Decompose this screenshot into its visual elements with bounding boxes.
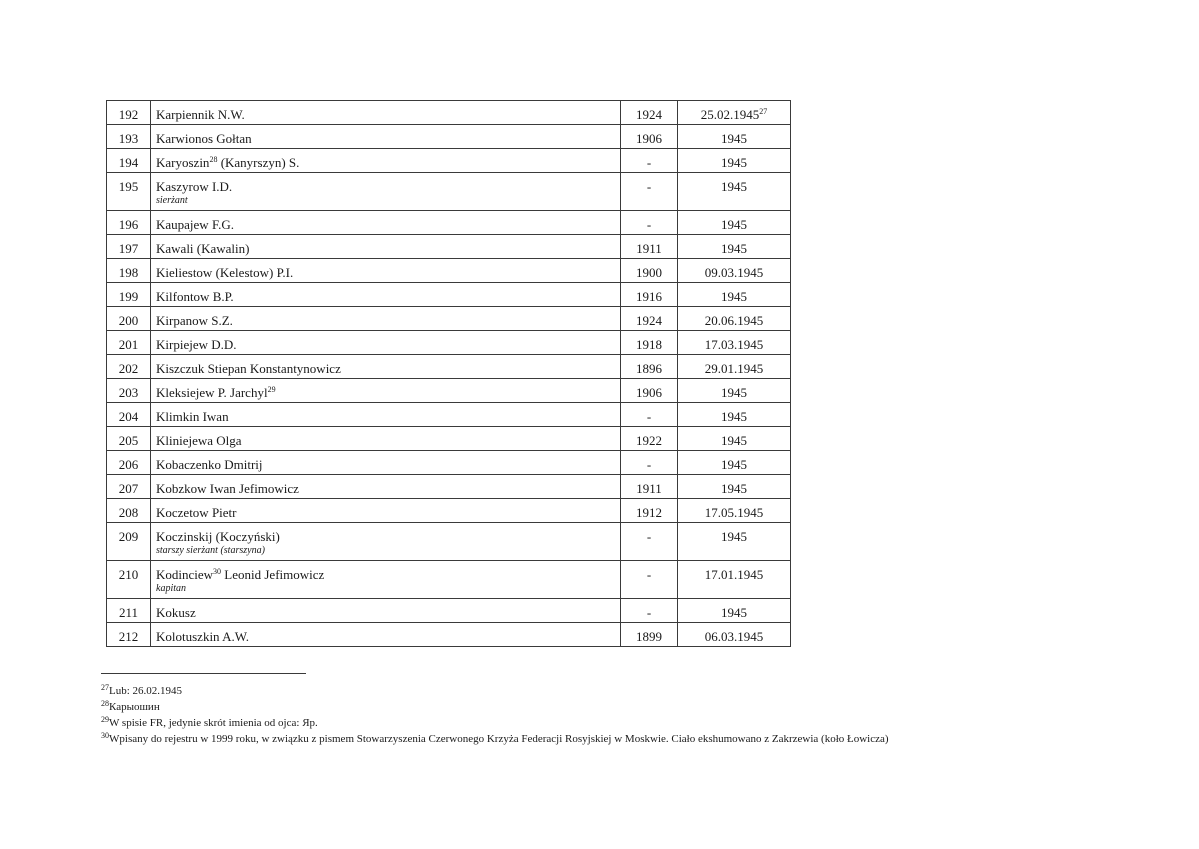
soldier-name: Karyoszin — [156, 155, 210, 170]
name-cell — [151, 149, 621, 173]
death-date: 1945 — [721, 529, 747, 544]
name-cell — [151, 427, 621, 451]
footnote-text: Карыошин — [109, 701, 160, 713]
name-cell — [151, 307, 621, 331]
table-row — [107, 101, 791, 125]
table-row — [107, 259, 791, 283]
birth-year: 1899 — [621, 623, 678, 647]
death-date-cell — [678, 561, 791, 599]
death-date: 1945 — [721, 433, 747, 448]
footnote-text: Lub: 26.02.1945 — [109, 685, 183, 697]
soldier-name: Kaupajew F.G. — [156, 217, 235, 232]
table-row — [107, 283, 791, 307]
soldier-name: Kokusz — [156, 605, 196, 620]
soldier-name: Koczetow Pietr — [156, 505, 237, 520]
soldier-name: Kieliestow (Kelestow) P.I. — [156, 265, 294, 280]
name-cell — [151, 623, 621, 647]
soldier-name: Kawali (Kawalin) — [156, 241, 250, 256]
birth-year: 1911 — [621, 475, 678, 499]
table-row — [107, 499, 791, 523]
table-row — [107, 173, 791, 211]
row-number: 202 — [107, 355, 151, 379]
soldier-name: Kobaczenko Dmitrij — [156, 457, 263, 472]
row-number: 212 — [107, 623, 151, 647]
footnotes — [101, 683, 889, 747]
birth-year: 1918 — [621, 331, 678, 355]
birth-year: - — [621, 149, 678, 173]
table-row — [107, 623, 791, 647]
birth-year: 1916 — [621, 283, 678, 307]
soldier-name: Kirpiejew D.D. — [156, 337, 237, 352]
soldier-name: Kiszczuk Stiepan Konstantynowicz — [156, 361, 341, 376]
footnote-text: W spisie FR, jedynie skrót imienia od ojca: Яр. — [109, 717, 318, 729]
row-number: 205 — [107, 427, 151, 451]
soldier-name: Kaszyrow I.D. — [156, 179, 233, 194]
death-date: 1945 — [721, 605, 747, 620]
table-row — [107, 235, 791, 259]
death-date: 06.03.1945 — [704, 629, 764, 644]
row-number: 204 — [107, 403, 151, 427]
military-rank: kapitan — [156, 583, 186, 594]
death-date-cell — [678, 173, 791, 211]
row-number: 203 — [107, 379, 151, 403]
death-date-cell — [678, 599, 791, 623]
name-cell — [151, 379, 621, 403]
footnote — [101, 731, 889, 747]
soldier-name: Klimkin Iwan — [156, 409, 229, 424]
death-date: 1945 — [721, 409, 747, 424]
death-date: 1945 — [721, 179, 747, 194]
row-number: 199 — [107, 283, 151, 307]
birth-year: - — [621, 211, 678, 235]
soldier-name: Karwionos Gołtan — [156, 131, 252, 146]
soldier-name: Karpiennik N.W. — [156, 107, 245, 122]
death-date: 1945 — [721, 131, 747, 146]
soldier-name: Koczinskij (Koczyński) — [156, 529, 280, 544]
death-date-cell — [678, 211, 791, 235]
death-date-cell — [678, 259, 791, 283]
footnote-text: Wpisany do rejestru w 1999 roku, w związku z pismem Stowarzyszenia Czerwonego Krzyża Federacji Rosyjskiej w Moskwie. Ciało ekshumowano z Zakrzewia (koło Łowicza) — [109, 733, 889, 745]
birth-year: 1896 — [621, 355, 678, 379]
soldier-name: Kilfontow B.P. — [156, 289, 234, 304]
row-number: 193 — [107, 125, 151, 149]
table-row — [107, 599, 791, 623]
death-date: 09.03.1945 — [704, 265, 764, 280]
soldier-name: Kliniejewa Olga — [156, 433, 242, 448]
footnote-ref: 29 — [267, 385, 276, 394]
death-date: 1945 — [721, 457, 747, 472]
birth-year: 1924 — [621, 307, 678, 331]
table-row — [107, 451, 791, 475]
table-row — [107, 427, 791, 451]
name-cell — [151, 499, 621, 523]
name-cell — [151, 235, 621, 259]
table-row — [107, 475, 791, 499]
table-row — [107, 561, 791, 599]
footnote-number: 29 — [101, 715, 109, 724]
birth-year: - — [621, 403, 678, 427]
footnote — [101, 683, 889, 699]
death-date: 17.05.1945 — [704, 505, 764, 520]
name-cell — [151, 403, 621, 427]
name-cell — [151, 173, 621, 211]
table-row — [107, 523, 791, 561]
row-number: 195 — [107, 173, 151, 211]
footnote-number: 28 — [101, 699, 109, 708]
soldier-name: Kolotuszkin A.W. — [156, 629, 250, 644]
table-row — [107, 355, 791, 379]
row-number: 192 — [107, 101, 151, 125]
footnote-ref: 28 — [209, 155, 218, 164]
row-number: 197 — [107, 235, 151, 259]
birth-year: 1906 — [621, 379, 678, 403]
death-date: 25.02.1945 — [700, 107, 760, 122]
table-row — [107, 307, 791, 331]
name-cell — [151, 451, 621, 475]
birth-year: - — [621, 451, 678, 475]
register-body — [107, 101, 791, 647]
death-date: 1945 — [721, 217, 747, 232]
birth-year: - — [621, 523, 678, 561]
name-cell — [151, 523, 621, 561]
name-cell — [151, 283, 621, 307]
death-date: 29.01.1945 — [704, 361, 764, 376]
row-number: 201 — [107, 331, 151, 355]
death-date-cell — [678, 331, 791, 355]
death-date-cell — [678, 499, 791, 523]
name-cell — [151, 101, 621, 125]
military-rank: sierżant — [156, 195, 188, 206]
birth-year: 1922 — [621, 427, 678, 451]
death-date: 17.03.1945 — [704, 337, 764, 352]
death-date: 17.01.1945 — [704, 567, 764, 582]
birth-year: 1900 — [621, 259, 678, 283]
table-row — [107, 379, 791, 403]
soldier-name-rest: Leonid Jefimowicz — [221, 567, 325, 582]
death-date-cell — [678, 355, 791, 379]
military-rank: starszy sierżant (starszyna) — [156, 545, 265, 556]
death-date-cell — [678, 403, 791, 427]
name-cell — [151, 355, 621, 379]
death-date: 1945 — [721, 241, 747, 256]
table-row — [107, 149, 791, 173]
name-cell — [151, 211, 621, 235]
footnote-ref: 30 — [213, 567, 222, 576]
death-date-cell — [678, 475, 791, 499]
death-date-cell — [678, 283, 791, 307]
death-date-cell — [678, 623, 791, 647]
soldier-name-rest: (Kanyrszyn) S. — [217, 155, 300, 170]
death-date: 1945 — [721, 385, 747, 400]
footnote — [101, 715, 889, 731]
footnote-number: 30 — [101, 731, 109, 740]
death-date-cell — [678, 235, 791, 259]
row-number: 210 — [107, 561, 151, 599]
birth-year: 1924 — [621, 101, 678, 125]
death-date-cell — [678, 125, 791, 149]
death-date-cell — [678, 149, 791, 173]
death-date: 20.06.1945 — [704, 313, 764, 328]
burial-register-table — [106, 100, 791, 647]
birth-year: 1912 — [621, 499, 678, 523]
birth-year: - — [621, 173, 678, 211]
table-row — [107, 331, 791, 355]
footnote-separator — [101, 673, 306, 674]
death-date-cell — [678, 427, 791, 451]
birth-year: - — [621, 599, 678, 623]
name-cell — [151, 331, 621, 355]
row-number: 209 — [107, 523, 151, 561]
row-number: 200 — [107, 307, 151, 331]
footnote-ref: 27 — [759, 107, 768, 116]
row-number: 207 — [107, 475, 151, 499]
death-date-cell — [678, 451, 791, 475]
death-date: 1945 — [721, 481, 747, 496]
row-number: 211 — [107, 599, 151, 623]
death-date: 1945 — [721, 155, 747, 170]
name-cell — [151, 125, 621, 149]
death-date-cell — [678, 307, 791, 331]
row-number: 198 — [107, 259, 151, 283]
soldier-name: Kirpanow S.Z. — [156, 313, 233, 328]
row-number: 206 — [107, 451, 151, 475]
row-number: 208 — [107, 499, 151, 523]
soldier-name: Kleksiejew P. Jarchyl — [156, 385, 268, 400]
table-row — [107, 403, 791, 427]
birth-year: 1906 — [621, 125, 678, 149]
footnote-number: 27 — [101, 683, 109, 692]
death-date: 1945 — [721, 289, 747, 304]
table-row — [107, 211, 791, 235]
name-cell — [151, 259, 621, 283]
name-cell — [151, 599, 621, 623]
table-row — [107, 125, 791, 149]
soldier-name: Kodinciew — [156, 567, 214, 582]
death-date-cell — [678, 523, 791, 561]
row-number: 196 — [107, 211, 151, 235]
footnote — [101, 699, 889, 715]
death-date-cell — [678, 379, 791, 403]
name-cell — [151, 561, 621, 599]
birth-year: - — [621, 561, 678, 599]
death-date-cell — [678, 101, 791, 125]
soldier-name: Kobzkow Iwan Jefimowicz — [156, 481, 299, 496]
name-cell — [151, 475, 621, 499]
birth-year: 1911 — [621, 235, 678, 259]
row-number: 194 — [107, 149, 151, 173]
